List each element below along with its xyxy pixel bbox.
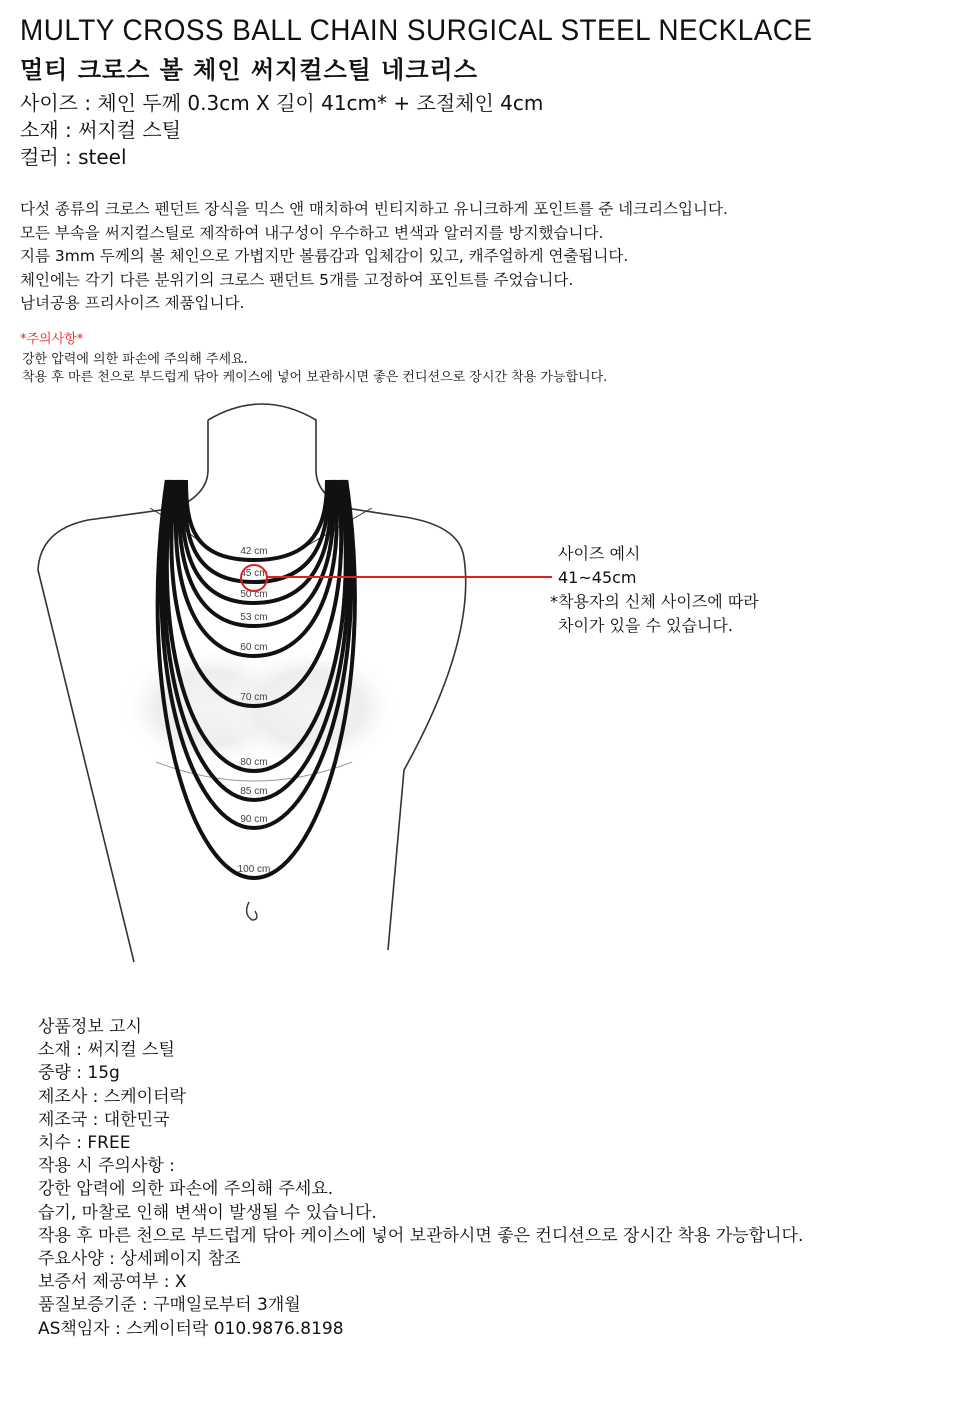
caution-title: *주의사항*: [20, 332, 84, 347]
description-line: 체인에는 각기 다른 분위기의 크로스 팬던트 5개를 고정하여 포인트를 주었습니다.: [20, 270, 574, 289]
chain-length-label: 42 cm: [240, 546, 268, 557]
size-example-note: [550, 542, 759, 638]
description-line: 다섯 종류의 크로스 펜던트 장식을 믹스 앤 매치하여 빈티지하고 유니크하게 포인트를 준 네크리스입니다.: [20, 200, 728, 218]
chain-length-label: 85 cm: [240, 786, 268, 797]
chain-length-label: 100 cm: [237, 864, 271, 875]
chest-shading-right: [220, 646, 400, 770]
info-line: 습기, 마찰로 인해 변색이 발생될 수 있습니다.: [38, 1202, 377, 1223]
size-example-range: 41~45cm: [558, 568, 637, 587]
info-line: 제조사 : 스케이터락: [38, 1086, 186, 1107]
product-description: [20, 198, 728, 316]
chain-length-label: 53 cm: [240, 612, 268, 623]
info-line: 작용 시 주의사항 :: [38, 1156, 175, 1177]
product-title-ko: 멀티 크로스 볼 체인 써지컬스틸 네크리스: [20, 56, 478, 84]
size-example-note-2: 차이가 있을 수 있습니다.: [558, 616, 733, 635]
info-line: 작용 후 마른 천으로 부드럽게 닦아 케이스에 넣어 보관하시면 좋은 컨디션으로 장시간 착용 가능합니다.: [38, 1225, 804, 1246]
chain-length-label: 60 cm: [240, 642, 268, 653]
spec-color: 컬러 : steel: [20, 145, 127, 169]
chain-length-label: 90 cm: [240, 814, 268, 825]
info-line: AS책임자 : 스케이터락 010.9876.8198: [38, 1318, 344, 1339]
pendant-hook: [247, 902, 257, 920]
caution-line: 강한 압력에 의한 파손에 주의해 주세요.: [22, 352, 248, 367]
info-line: 주요사양 : 상세페이지 참조: [38, 1249, 241, 1270]
info-line: 소재 : 써지컬 스틸: [38, 1040, 175, 1061]
chain-length-label: 50 cm: [240, 589, 268, 600]
necklace-length-diagram: [0, 390, 960, 980]
size-example-note-1: *착용자의 신체 사이즈에 따라: [550, 592, 759, 611]
info-line: 치수 : FREE: [38, 1133, 131, 1154]
chain-length-label: 45 cm: [240, 568, 268, 579]
description-line: 모든 부속을 써지컬스틸로 제작하여 내구성이 우수하고 변색과 알러지를 방지했습니다.: [20, 223, 604, 242]
info-line: 보증서 제공여부 : X: [38, 1272, 187, 1293]
caution-line: 착용 후 마른 천으로 부드럽게 닦아 케이스에 넣어 보관하시면 좋은 컨디션으로 장시간 착용 가능합니다.: [22, 370, 608, 385]
chain-length-label: 70 cm: [240, 692, 268, 703]
spec-material: 소재 : 써지컬 스틸: [20, 118, 182, 142]
product-info-notice: [38, 1016, 803, 1341]
product-title-en: MULTY CROSS BALL CHAIN SURGICAL STEEL NECKLACE: [20, 14, 813, 47]
info-line: 중량 : 15g: [38, 1063, 120, 1084]
info-line: 상품정보 고시: [38, 1017, 142, 1037]
description-line: 남녀공용 프리사이즈 제품입니다.: [20, 294, 245, 312]
chain-length-label: 80 cm: [240, 757, 268, 768]
description-line: 지름 3mm 두께의 볼 체인으로 가볍지만 볼륨감과 입체감이 있고, 캐주얼하게 연출됩니다.: [20, 247, 629, 265]
chain-loop: [185, 480, 329, 582]
info-line: 품질보증기준 : 구매일로부터 3개월: [38, 1295, 301, 1316]
spec-size: 사이즈 : 체인 두께 0.3cm X 길이 41cm* + 조절체인 4cm: [20, 91, 544, 115]
info-line: 제조국 : 대한민국: [38, 1109, 170, 1130]
size-example-title: 사이즈 예시: [558, 544, 641, 563]
info-line: 강한 압력에 의한 파손에 주의해 주세요.: [38, 1179, 334, 1200]
caution-text: [22, 351, 607, 387]
